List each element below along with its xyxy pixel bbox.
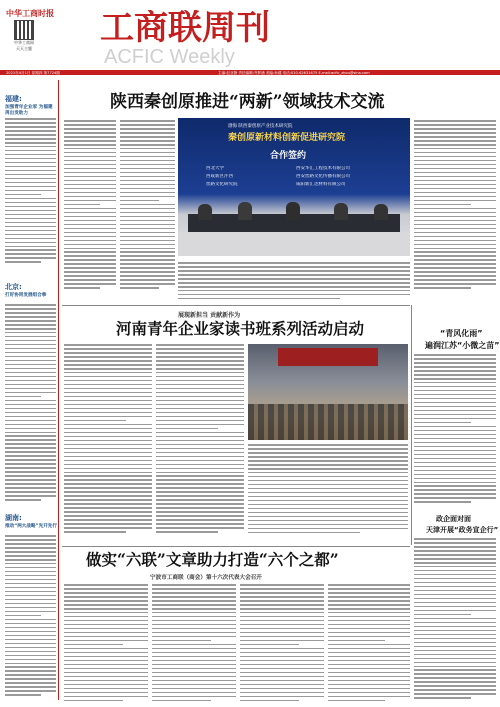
bottom-body-col2 — [152, 584, 236, 702]
left-item-3-body — [5, 535, 56, 700]
photo-left-name-3: 丝路文化研究院 — [206, 182, 238, 187]
sidebar2-headline-1: 政企面对面 — [436, 515, 471, 523]
qr-code — [14, 20, 34, 40]
photo-right-name-1: 西安华汇工程技术有限公司 — [296, 166, 350, 171]
left-item-1-region: 福建: — [5, 95, 22, 103]
sidebar-body — [414, 354, 496, 506]
left-item-2-headline: 打好协同发展组合拳 — [5, 293, 47, 298]
photo-right-name-3: 咸阳新汇达材料有限公司 — [296, 182, 346, 187]
second-body-col1 — [64, 344, 152, 540]
bottom-headline: 做实“六联”文章助力打造“六个之都” — [86, 551, 339, 569]
bottom-body-col4 — [328, 584, 410, 702]
photo-left-name-1: 西北大学 — [206, 166, 224, 171]
sidebar2-body — [414, 538, 496, 702]
photo-banner-line2: 秦创原新材料创新促进研究院 — [228, 133, 346, 143]
second-body-col3 — [248, 444, 408, 540]
left-item-3-region: 湖南: — [5, 514, 22, 522]
masthead-subtitle-en: ACFIC Weekly — [104, 46, 235, 68]
left-item-2-region: 北京: — [5, 283, 22, 291]
left-item-1-body — [5, 118, 56, 270]
bottom-subhead: 宁波市工商联（商会）第十六次代表大会召开 — [150, 575, 262, 581]
lead-photo — [178, 118, 410, 256]
bottom-body-col3 — [240, 584, 324, 702]
second-photo — [248, 344, 408, 440]
photo-section-title: 合作签约 — [270, 151, 307, 161]
photo-left-name-2: 西咸新区沣西 — [206, 174, 233, 179]
left-item-3-headline: 推动“两大战略”先开先行 — [5, 524, 57, 529]
lead-body-col2 — [120, 120, 175, 300]
lead-body-col-right — [414, 120, 496, 300]
lead-body-col1 — [64, 120, 116, 300]
masthead-title: 工商联周刊 — [100, 10, 270, 46]
left-item-1-headline: 加强青年企业家 为福建再出发助力 — [5, 105, 53, 116]
lead-body-under-photo — [178, 262, 410, 302]
bottom-body-col1 — [64, 584, 148, 702]
second-body-col2 — [156, 344, 244, 540]
editor-info: 主编:赵亚静 责任编辑:齐梦涵 美编:孙健 电话:010-62631675 E-mail:acfic_zhou@sina.com — [218, 70, 370, 75]
qr-caption-2: 天天主题 — [16, 46, 32, 51]
second-kicker: 展现新担当 贡献新作为 — [178, 312, 241, 319]
paper-name: 中华工商时报 — [6, 9, 54, 18]
qr-caption-1: 中华工商网 — [14, 40, 34, 45]
issue-info: 2021年4月1日 星期四 第7724期 — [6, 70, 60, 75]
lead-headline: 陕西秦创原推进“两新”领域技术交流 — [110, 92, 385, 112]
sidebar-headline-1: “青风化雨” — [440, 329, 483, 338]
left-item-2-body — [5, 304, 56, 504]
second-headline: 河南青年企业家读书班系列活动启动 — [116, 320, 365, 338]
sidebar2-headline-2: 天津开展“政务宣企行” — [426, 526, 499, 534]
photo-banner-line1: 渤海 陕西秦创原产业技术研究院 — [228, 124, 293, 129]
photo-right-name-2: 西安丝路文化传播有限公司 — [296, 174, 350, 179]
sidebar-headline-2: 遍润江苏“小微之苗” — [425, 341, 500, 350]
